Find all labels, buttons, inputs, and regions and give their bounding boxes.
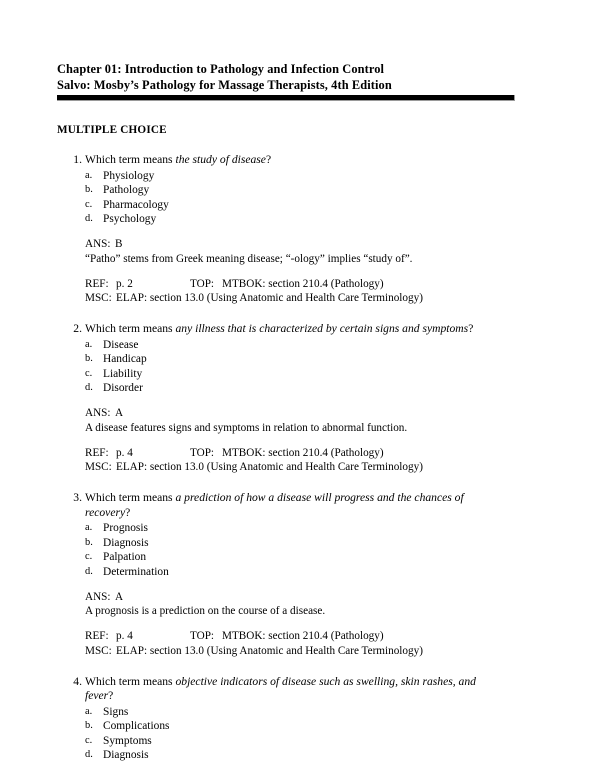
msc-value: ELAP: section 13.0 (Using Anatomic and Health Care Terminology) <box>116 292 423 305</box>
option-letter: a. <box>85 169 93 181</box>
metadata-row-ref-top <box>85 446 515 460</box>
msc-label: MSC: <box>85 644 112 657</box>
answer-option[interactable] <box>57 169 515 183</box>
metadata-row-ref-top <box>85 629 515 643</box>
header-chapter-title: Chapter 01: Introduction to Pathology and Infection Control <box>57 62 385 76</box>
answer-option[interactable] <box>57 536 515 550</box>
option-letter: d. <box>85 565 93 577</box>
answer-option[interactable] <box>57 565 515 579</box>
question-number: 1. <box>73 153 82 167</box>
question-block <box>57 675 515 763</box>
metadata-row-msc <box>85 291 515 305</box>
option-text: Pathology <box>103 184 150 197</box>
answer-option[interactable] <box>57 212 515 226</box>
option-letter: a. <box>85 706 93 718</box>
question-stem-lead: Which term means <box>85 674 176 688</box>
question-stem <box>57 491 515 520</box>
question-stem <box>57 153 515 168</box>
metadata-row-ref-top <box>85 277 515 291</box>
answer-option[interactable] <box>57 748 515 762</box>
answer-option[interactable] <box>57 705 515 719</box>
option-text: Symptoms <box>103 734 152 747</box>
ref-value: p. 4 <box>116 630 133 643</box>
question-metadata <box>57 446 515 474</box>
msc-value: ELAP: section 13.0 (Using Anatomic and Health Care Terminology) <box>116 461 423 474</box>
option-letter: d. <box>85 749 93 761</box>
answer-label: ANS: <box>85 591 111 604</box>
answer-options <box>57 705 515 763</box>
option-text: Handicap <box>103 353 147 366</box>
question-stem-lead: Which term means <box>85 322 176 336</box>
question-stem-emphasis-cont: recovery <box>85 505 126 519</box>
msc-value: ELAP: section 13.0 (Using Anatomic and Health Care Terminology) <box>116 644 423 657</box>
answer-block <box>57 237 515 265</box>
question-number: 4. <box>73 674 82 688</box>
answer-block <box>57 406 515 434</box>
question-stem-emphasis: a prediction of how a disease will progress and the chances of <box>175 491 464 505</box>
page-content <box>57 62 515 763</box>
ref-value: p. 4 <box>116 446 133 459</box>
question-number: 2. <box>73 322 82 336</box>
answer-value: B <box>115 238 123 251</box>
question-number: 3. <box>73 491 82 505</box>
document-header <box>57 62 515 93</box>
answer-block <box>57 590 515 618</box>
option-letter: b. <box>85 720 93 732</box>
msc-label: MSC: <box>85 292 112 305</box>
question-stem <box>57 322 515 337</box>
answer-value: A <box>115 407 124 420</box>
ref-value: p. 2 <box>116 277 133 290</box>
option-letter: c. <box>85 734 93 746</box>
option-text: Complications <box>103 720 170 733</box>
option-text: Prognosis <box>103 522 148 535</box>
answer-option[interactable] <box>57 381 515 395</box>
answer-option[interactable] <box>57 183 515 197</box>
section-heading-multiple-choice: MULTIPLE CHOICE <box>57 124 167 137</box>
answer-option[interactable] <box>57 338 515 352</box>
answer-label: ANS: <box>85 238 111 251</box>
option-text: Signs <box>103 706 129 719</box>
answer-line <box>85 590 515 604</box>
option-text: Pharmacology <box>103 198 169 211</box>
metadata-row-msc <box>85 644 515 658</box>
answer-rationale: “Patho” stems from Greek meaning disease; “-ology” implies “study of”. <box>85 252 413 265</box>
answer-option[interactable] <box>57 198 515 212</box>
question-stem-tail: ? <box>265 153 272 167</box>
ref-label: REF: <box>85 630 109 643</box>
option-letter: d. <box>85 213 93 224</box>
top-label: TOP: <box>190 630 215 643</box>
question-text <box>85 153 271 166</box>
option-text: Disorder <box>103 382 143 395</box>
answer-option[interactable] <box>57 719 515 733</box>
option-letter: b. <box>85 184 93 196</box>
answer-rationale: A prognosis is a prediction on the course of a disease. <box>85 605 326 618</box>
question-text <box>85 491 464 519</box>
answer-options <box>57 338 515 396</box>
option-text: Liability <box>103 367 143 380</box>
question-stem-emphasis-cont: fever <box>85 689 109 703</box>
answer-options <box>57 169 515 227</box>
answer-label: ANS: <box>85 407 111 420</box>
question-stem-lead: Which term means <box>85 491 176 505</box>
answer-option[interactable] <box>57 521 515 535</box>
header-divider-rule <box>57 95 515 101</box>
answer-value: A <box>115 591 124 604</box>
question-stem-lead: Which term means <box>85 153 176 167</box>
question-stem-emphasis: any illness that is characterized by certain signs and symptoms <box>175 322 469 336</box>
option-text: Psychology <box>103 213 157 225</box>
answer-option[interactable] <box>57 550 515 564</box>
question-metadata <box>57 277 515 305</box>
question-stem-emphasis: the study of disease <box>175 153 266 167</box>
option-text: Palpation <box>103 551 147 564</box>
metadata-row-msc <box>85 460 515 474</box>
answer-line <box>85 406 515 420</box>
option-text: Physiology <box>103 169 155 182</box>
question-block <box>57 322 515 474</box>
option-letter: a. <box>85 338 93 350</box>
option-letter: c. <box>85 367 93 379</box>
top-label: TOP: <box>190 446 215 459</box>
question-block <box>57 491 515 658</box>
answer-line <box>85 237 515 251</box>
question-text <box>85 322 473 335</box>
option-letter: b. <box>85 536 93 548</box>
question-text <box>85 675 476 703</box>
answer-rationale: A disease features signs and symptoms in relation to abnormal function. <box>85 421 408 434</box>
answer-options <box>57 521 515 579</box>
answer-option[interactable] <box>57 734 515 748</box>
option-text: Determination <box>103 565 169 578</box>
questions-container <box>57 153 515 763</box>
question-stem-tail: ? <box>125 505 131 519</box>
answer-option[interactable] <box>57 367 515 381</box>
question-metadata <box>57 629 515 657</box>
question-block <box>57 153 515 305</box>
top-value: MTBOK: section 210.4 (Pathology) <box>222 446 384 459</box>
answer-option[interactable] <box>57 352 515 366</box>
question-stem-tail: ? <box>468 322 474 336</box>
option-letter: c. <box>85 551 93 563</box>
option-letter: c. <box>85 198 93 210</box>
option-text: Disease <box>103 338 139 351</box>
question-stem-tail: ? <box>108 689 114 703</box>
option-text: Diagnosis <box>103 536 149 549</box>
option-letter: b. <box>85 353 93 365</box>
question-stem <box>57 675 515 704</box>
ref-label: REF: <box>85 277 109 290</box>
question-stem-emphasis: objective indicators of disease such as swelling, skin rashes, and <box>175 674 476 688</box>
header-book-title: Salvo: Mosby’s Pathology for Massage Therapists, 4th Edition <box>57 77 392 92</box>
ref-label: REF: <box>85 446 109 459</box>
option-text: Diagnosis <box>103 749 149 762</box>
msc-label: MSC: <box>85 461 112 474</box>
top-value: MTBOK: section 210.4 (Pathology) <box>222 277 384 290</box>
top-value: MTBOK: section 210.4 (Pathology) <box>222 630 384 643</box>
option-letter: d. <box>85 382 93 394</box>
top-label: TOP: <box>190 277 215 290</box>
option-letter: a. <box>85 522 93 534</box>
